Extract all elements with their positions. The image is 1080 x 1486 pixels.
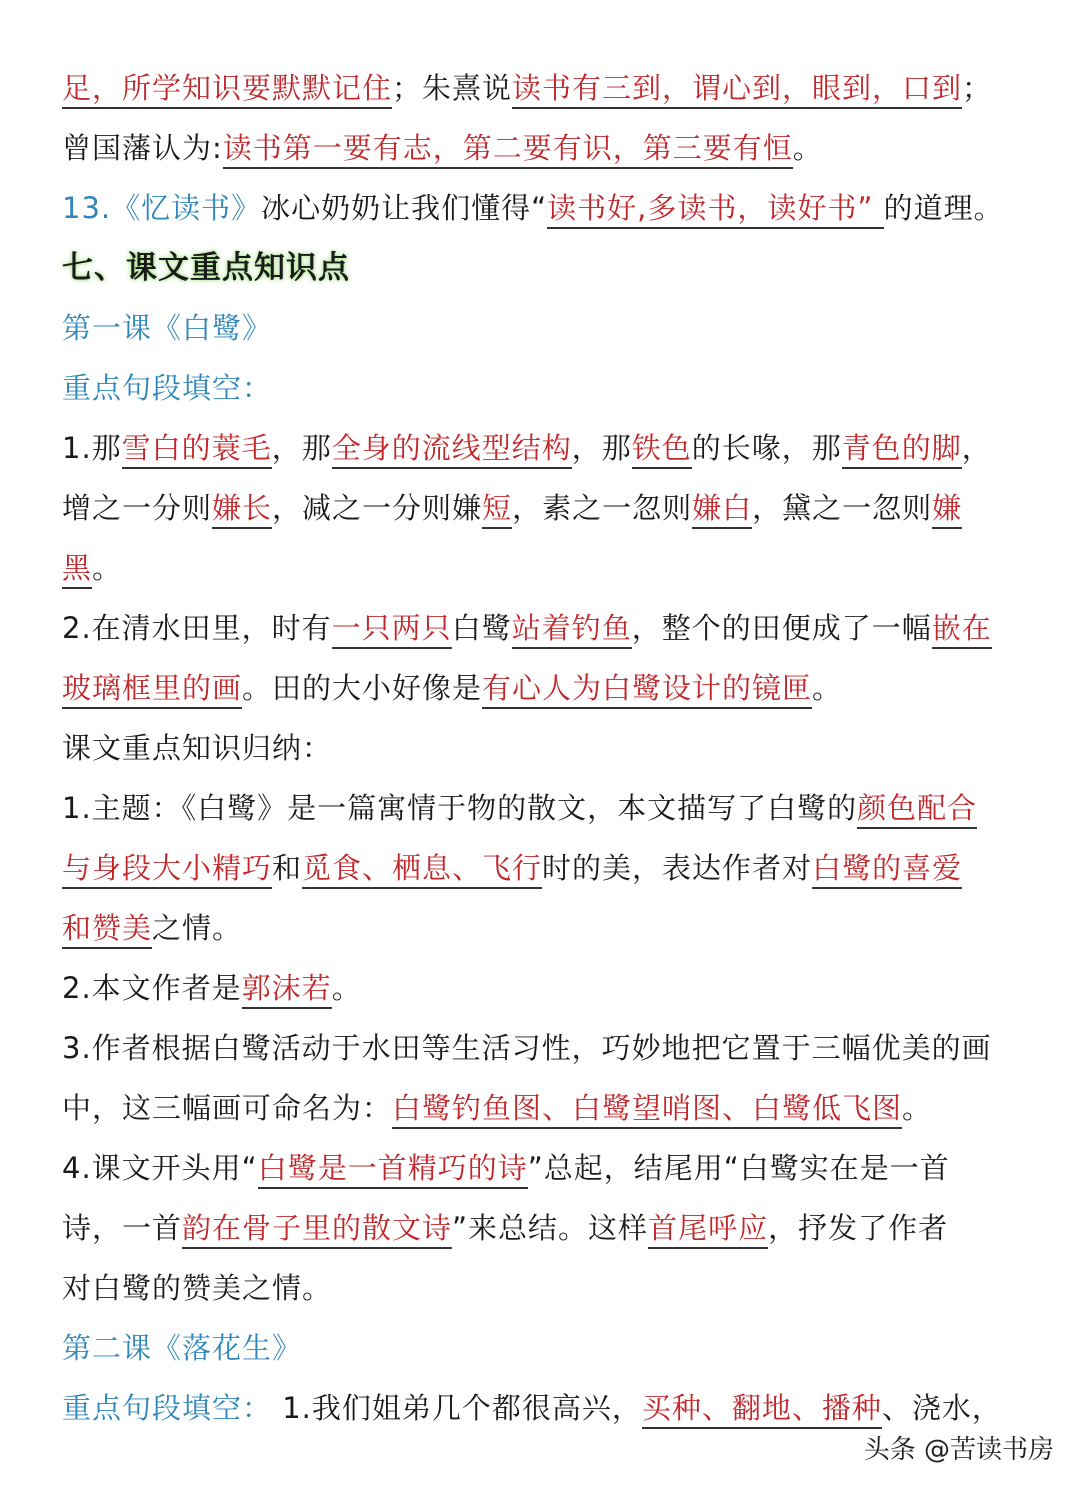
text-line xyxy=(62,358,1032,418)
text: 曾国藩认为: xyxy=(62,131,223,165)
text: ”总起，结尾用“白鹭实在是一首 xyxy=(527,1151,950,1185)
text: 2.在清水田里，时有 xyxy=(62,611,332,645)
text-line xyxy=(62,598,1032,658)
text: 4.课文开头用“ xyxy=(62,1151,258,1185)
answer-blank: 短 xyxy=(482,491,512,529)
answer-blank: 读书好,多读书，读好书” xyxy=(547,191,883,229)
text-line xyxy=(62,178,1032,238)
answer-blank: 嫌长 xyxy=(212,491,272,529)
text-line xyxy=(62,478,1032,538)
text-line xyxy=(62,238,1032,298)
section-title: 第一课《白鹭》 xyxy=(62,311,273,345)
answer-blank: 嫌白 xyxy=(692,491,752,529)
section-title: 13.《忆读书》 xyxy=(62,191,262,225)
text: 时的美，表达作者对 xyxy=(542,851,813,885)
text: 的长喙，那 xyxy=(691,431,842,465)
answer-blank: 和赞美 xyxy=(62,911,152,949)
text: 。 xyxy=(902,1091,933,1125)
text: ，黛之一忽则 xyxy=(752,491,933,525)
answer-blank: 白鹭是一首精巧的诗 xyxy=(258,1151,528,1189)
text: ，减之一分则嫌 xyxy=(272,491,483,525)
section-title: 重点句段填空： xyxy=(62,1391,283,1425)
text: 对白鹭的赞美之情。 xyxy=(62,1271,333,1305)
text: ，素之一忽则 xyxy=(512,491,693,525)
text: 增之一分则 xyxy=(62,491,213,525)
text-line xyxy=(62,1258,1032,1318)
document-body xyxy=(62,58,1032,1438)
answer-blank: 白鹭钓鱼图、白鹭望哨图、白鹭低飞图 xyxy=(392,1091,902,1129)
answer-blank: 玻璃框里的画 xyxy=(62,671,242,709)
text: ”来总结。这样 xyxy=(452,1211,649,1245)
text-line xyxy=(62,1138,1032,1198)
answer-blank: 有心人为白鹭设计的镜匣 xyxy=(482,671,812,709)
answer-blank: 颜色配合 xyxy=(857,791,977,829)
answer-blank: 铁色 xyxy=(632,431,692,469)
text: ，那 xyxy=(571,431,632,465)
answer-blank: 读书第一要有志，第二要有识，第三要有恒 xyxy=(223,131,793,169)
answer-blank: 嫌 xyxy=(932,491,962,529)
text: 的道理。 xyxy=(883,191,1004,225)
text: ，那 xyxy=(271,431,332,465)
text-line xyxy=(62,778,1032,838)
text: 。田的大小好像是 xyxy=(242,671,483,705)
text: 、浇水， xyxy=(881,1391,1002,1425)
answer-blank: 全身的流线型结构 xyxy=(332,431,572,469)
answer-blank: 嵌在 xyxy=(932,611,992,649)
answer-blank: 首尾呼应 xyxy=(648,1211,768,1249)
text: 中，这三幅画可命名为： xyxy=(62,1091,393,1125)
text: 1.我们姐弟几个都很高兴， xyxy=(282,1391,642,1425)
answer-blank: 白鹭的喜爱 xyxy=(812,851,962,889)
section-title: 第二课《落花生》 xyxy=(62,1331,303,1365)
text-line xyxy=(62,898,1032,958)
text: 1.那 xyxy=(62,431,122,465)
answer-blank: 与身段大小精巧 xyxy=(62,851,272,889)
text-line xyxy=(62,418,1032,478)
answer-blank: 雪白的蓑毛 xyxy=(122,431,272,469)
text: ，整个的田便成了一幅 xyxy=(631,611,932,645)
text-line xyxy=(62,1198,1032,1258)
answer-blank: 一只两只 xyxy=(332,611,452,649)
text: ，抒发了作者 xyxy=(768,1211,949,1245)
watermark: 头条 @苦读书房 xyxy=(863,1435,1054,1465)
text: 。 xyxy=(792,131,823,165)
text-line xyxy=(62,58,1032,118)
text-line xyxy=(62,838,1032,898)
text: 课文重点知识归纳： xyxy=(62,731,333,765)
text: 白鹭 xyxy=(451,611,512,645)
answer-blank: 郭沫若 xyxy=(242,971,332,1009)
text-line xyxy=(62,1318,1032,1378)
text-line xyxy=(62,958,1032,1018)
text-line xyxy=(62,658,1032,718)
text: 。 xyxy=(812,671,843,705)
text: 。 xyxy=(331,971,362,1005)
text: 之情。 xyxy=(152,911,243,945)
text: 。 xyxy=(92,551,123,585)
text: 3.作者根据白鹭活动于水田等生活习性，巧妙地把它置于三幅优美的画 xyxy=(62,1031,992,1065)
text: 和 xyxy=(272,851,303,885)
answer-blank: 读书有三到，谓心到，眼到，口到 xyxy=(512,71,962,109)
text-line xyxy=(62,718,1032,778)
answer-blank: 买种、翻地、播种 xyxy=(642,1391,882,1429)
text-line xyxy=(62,118,1032,178)
text-line xyxy=(62,538,1032,598)
text-line xyxy=(62,298,1032,358)
answer-blank: 足，所学知识要默默记住 xyxy=(62,71,392,109)
section-title: 重点句段填空： xyxy=(62,371,273,405)
heading: 七、课文重点知识点 xyxy=(62,250,350,286)
text: 2.本文作者是 xyxy=(62,971,242,1005)
answer-blank: 站着钓鱼 xyxy=(512,611,632,649)
answer-blank: 黑 xyxy=(62,551,92,589)
answer-blank: 青色的脚 xyxy=(842,431,962,469)
text-line xyxy=(62,1078,1032,1138)
answer-blank: 觅食、栖息、飞行 xyxy=(302,851,542,889)
text: 1.主题：《白鹭》是一篇寓情于物的散文，本文描写了白鹭的 xyxy=(62,791,858,825)
text-line xyxy=(62,1018,1032,1078)
answer-blank: 韵在骨子里的散文诗 xyxy=(182,1211,452,1249)
text: ；朱熹说 xyxy=(392,71,513,105)
text: ， xyxy=(961,431,992,465)
text: ； xyxy=(962,71,993,105)
text: 冰心奶奶让我们懂得“ xyxy=(261,191,548,225)
text: 诗，一首 xyxy=(62,1211,183,1245)
